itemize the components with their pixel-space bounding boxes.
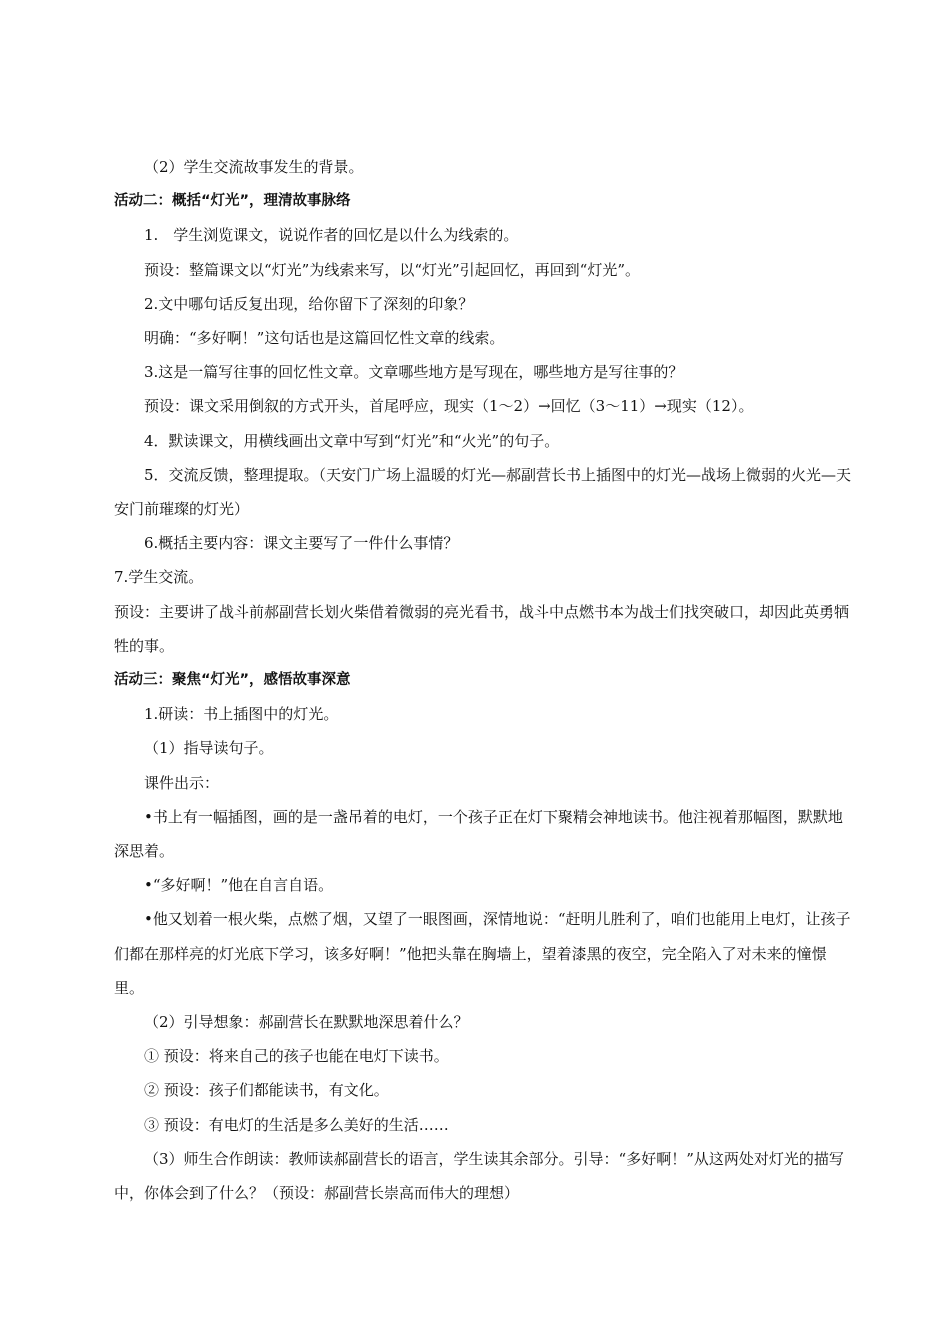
paragraph-guided-reading: （1）指导读句子。 xyxy=(144,739,274,758)
paragraph-background-exchange: （2）学生交流故事发生的背景。 xyxy=(144,158,364,176)
heading-activity-three: 活动三：聚焦“灯光”，感悟故事深意 xyxy=(114,672,351,689)
paragraph-quote-match: •他又划着一根火柴，点燃了烟，又望了一眼图画，深情地说：“赶明儿胜利了，咱们也能用上电灯，让孩子们都在那样亮的灯光底下学习，该多好啊！”他把头靠在胸墙上，望着漆黑的夜空，完全陷入了对未来的憧憬里。 xyxy=(114,910,851,997)
heading-activity-two: 活动二：概括“灯光”，理清故事脉络 xyxy=(114,193,351,210)
paragraph-step-7: 7.学生交流。 xyxy=(114,568,204,587)
paragraph-step-4: 4．默读课文，用横线画出文章中写到“灯光”和“火光”的句子。 xyxy=(144,431,560,450)
paragraph-preset-1: 预设：整篇课文以“灯光”为线索来写，以“灯光”引起回忆，再回到“灯光”。 xyxy=(144,260,641,279)
paragraph-preset-3: 预设：课文采用倒叙的方式开头，首尾呼应，现实（1～2）→回忆（3～11）→现实（12）。 xyxy=(144,397,754,416)
paragraph-step-5: 5．交流反馈，整理提取。（天安门广场上温暖的灯光—郝副营长书上插图中的灯光—战场上微弱的火光—天安门前璀璨的灯光） xyxy=(114,465,852,519)
lesson-plan-body xyxy=(114,150,854,1210)
paragraph-quote-how-good: •“多好啊！”他在自言自语。 xyxy=(144,876,334,895)
paragraph-courseware-show: 课件出示： xyxy=(144,773,220,792)
paragraph-preset-circle-3: ③ 预设：有电灯的生活是多么美好的生活…… xyxy=(144,1115,449,1134)
paragraph-question-3: 3.这是一篇写往事的回忆性文章。文章哪些地方是写现在，哪些地方是写往事的？ xyxy=(144,363,684,382)
paragraph-question-2: 2.文中哪句话反复出现，给你留下了深刻的印象？ xyxy=(144,294,474,313)
paragraph-question-1: 1. 学生浏览课文，说说作者的回忆是以什么为线索的。 xyxy=(144,226,519,245)
paragraph-study-illustration: 1.研读：书上插图中的灯光。 xyxy=(144,705,339,724)
paragraph-step-6: 6.概括主要内容：课文主要写了一件什么事情？ xyxy=(144,534,459,553)
paragraph-clarify-2: 明确：“多好啊！”这句话也是这篇回忆性文章的线索。 xyxy=(144,329,505,348)
paragraph-guided-imagination: （2）引导想象：郝副营长在默默地深思着什么？ xyxy=(144,1013,469,1032)
paragraph-quote-illustration: •书上有一幅插图，画的是一盏吊着的电灯，一个孩子正在灯下聚精会神地读书。他注视着那幅图，默默地深思着。 xyxy=(114,807,843,861)
paragraph-preset-circle-2: ② 预设：孩子们都能读书，有文化。 xyxy=(144,1081,389,1100)
paragraph-preset-circle-1: ① 预设：将来自己的孩子也能在电灯下读书。 xyxy=(144,1047,449,1066)
paragraph-cooperative-reading: （3）师生合作朗读：教师读郝副营长的语言，学生读其余部分。引导：“多好啊！”从这两处对灯光的描写中，你体会到了什么？（预设：郝副营长崇高而伟大的理想） xyxy=(114,1149,844,1203)
paragraph-preset-7: 预设：主要讲了战斗前郝副营长划火柴借着微弱的亮光看书，战斗中点燃书本为战士们找突破口，却因此英勇牺牲的事。 xyxy=(114,602,850,655)
